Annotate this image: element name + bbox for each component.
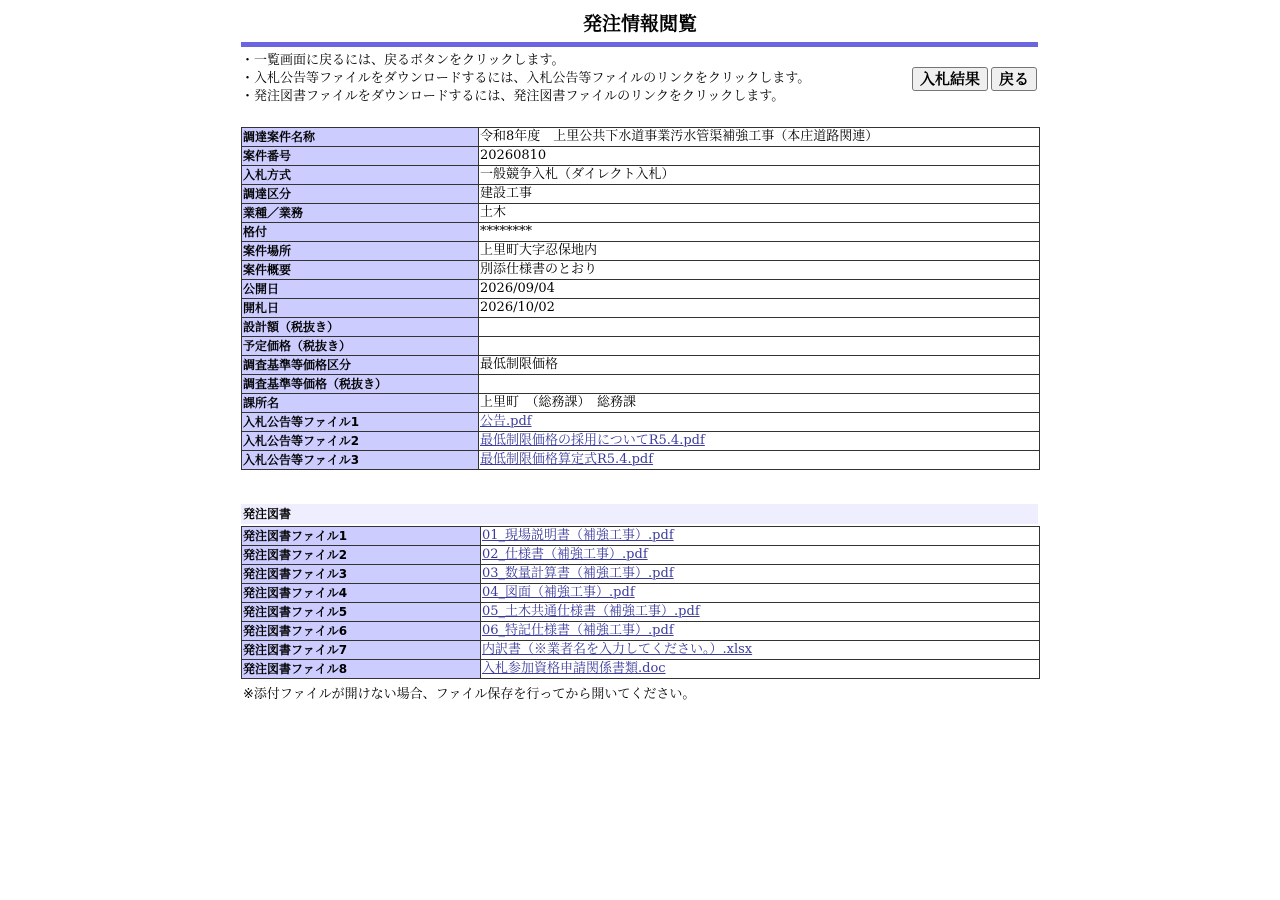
info-row (242, 166, 1040, 185)
document-label: 発注図書ファイル2 (242, 546, 481, 565)
info-row (242, 223, 1040, 242)
notice-file-link[interactable]: 最低制限価格の採用についてR5.4.pdf (480, 433, 705, 448)
document-file-link[interactable]: 入札参加資格申請関係書類.doc (482, 661, 666, 676)
document-label: 発注図書ファイル5 (242, 603, 481, 622)
info-value-cell (479, 299, 1040, 318)
document-label: 発注図書ファイル4 (242, 584, 481, 603)
document-label: 発注図書ファイル8 (242, 660, 481, 679)
info-row (242, 128, 1040, 147)
info-label: 設計額（税抜き） (242, 318, 479, 337)
info-value: 別添仕様書のとおり (480, 262, 598, 277)
info-row (242, 432, 1040, 451)
info-value-cell (479, 394, 1040, 413)
info-label: 入札公告等ファイル3 (242, 451, 479, 470)
info-label: 調査基準等価格区分 (242, 356, 479, 375)
document-value-cell (481, 546, 1040, 565)
info-row (242, 337, 1040, 356)
document-label: 発注図書ファイル6 (242, 622, 481, 641)
info-value-cell (479, 223, 1040, 242)
info-value-cell (479, 280, 1040, 299)
info-value-cell (479, 337, 1040, 356)
info-value: 2026/09/04 (480, 281, 555, 296)
document-file-link[interactable]: 内訳書（※業者名を入力してください。）.xlsx (482, 642, 753, 657)
attachment-note: ※添付ファイルが開けない場合、ファイル保存を行ってから開いてください。 (243, 687, 696, 702)
info-value: 土木 (480, 205, 507, 220)
document-value-cell (481, 565, 1040, 584)
document-file-link[interactable]: 02_仕様書（補強工事）.pdf (482, 547, 648, 562)
page-container (241, 0, 1039, 702)
info-row (242, 356, 1040, 375)
info-value: 令和8年度 上里公共下水道事業汚水管渠補強工事（本庄道路関連） (480, 129, 879, 144)
info-value-cell (479, 242, 1040, 261)
info-row (242, 147, 1040, 166)
document-row (242, 641, 1040, 660)
info-label: 調達案件名称 (242, 128, 479, 147)
info-row (242, 185, 1040, 204)
document-row (242, 603, 1040, 622)
info-value: 20260810 (480, 148, 547, 163)
info-value-cell (479, 375, 1040, 394)
info-label: 課所名 (242, 394, 479, 413)
info-row (242, 451, 1040, 470)
notice-file-link[interactable]: 最低制限価格算定式R5.4.pdf (480, 452, 654, 467)
page-title: 発注情報閲覧 (582, 13, 697, 35)
document-file-link[interactable]: 03_数量計算書（補強工事）.pdf (482, 566, 674, 581)
info-label: 業種／業務 (242, 204, 479, 223)
info-row (242, 280, 1040, 299)
document-label: 発注図書ファイル3 (242, 565, 481, 584)
document-files-table (241, 526, 1040, 679)
info-value: 建設工事 (480, 186, 533, 201)
instruction-line: ・一覧画面に戻るには、戻るボタンをクリックします。 (241, 53, 565, 68)
document-row (242, 622, 1040, 641)
info-value: 上里町 （総務課） 総務課 (480, 395, 637, 410)
info-label: 入札公告等ファイル1 (242, 413, 479, 432)
info-label: 入札方式 (242, 166, 479, 185)
document-file-link[interactable]: 01_現場説明書（補強工事）.pdf (482, 528, 674, 543)
info-label: 案件概要 (242, 261, 479, 280)
action-buttons (912, 67, 1037, 91)
info-label: 公開日 (242, 280, 479, 299)
info-value-cell (479, 147, 1040, 166)
info-value-cell (479, 356, 1040, 375)
order-info-table (241, 127, 1040, 470)
notice-file-link[interactable]: 公告.pdf (480, 414, 532, 429)
info-value-cell (479, 204, 1040, 223)
info-row (242, 299, 1040, 318)
document-file-link[interactable]: 06_特記仕様書（補強工事）.pdf (482, 623, 674, 638)
info-value-cell (479, 318, 1040, 337)
info-value: 最低制限価格 (480, 357, 559, 372)
info-label: 入札公告等ファイル2 (242, 432, 479, 451)
section-heading-documents: 発注図書 (241, 504, 1038, 524)
info-row (242, 261, 1040, 280)
document-value-cell (481, 527, 1040, 546)
document-row (242, 660, 1040, 679)
document-row (242, 527, 1040, 546)
instruction-line: ・入札公告等ファイルをダウンロードするには、入札公告等ファイルのリンクをクリックします。 (241, 71, 811, 86)
document-file-link[interactable]: 05_土木共通仕様書（補強工事）.pdf (482, 604, 700, 619)
document-label: 発注図書ファイル7 (242, 641, 481, 660)
info-value: 2026/10/02 (480, 300, 555, 315)
info-row (242, 318, 1040, 337)
info-label: 調査基準等価格（税抜き） (242, 375, 479, 394)
info-row (242, 375, 1040, 394)
info-value-cell (479, 451, 1040, 470)
document-row (242, 584, 1040, 603)
info-value-cell (479, 413, 1040, 432)
back-button[interactable]: 戻る (991, 67, 1037, 91)
info-value-cell (479, 432, 1040, 451)
info-row (242, 394, 1040, 413)
info-value-cell (479, 261, 1040, 280)
document-label: 発注図書ファイル1 (242, 527, 481, 546)
info-label: 予定価格（税抜き） (242, 337, 479, 356)
document-file-link[interactable]: 04_図面（補強工事）.pdf (482, 585, 635, 600)
document-value-cell (481, 622, 1040, 641)
document-value-cell (481, 641, 1040, 660)
info-label: 格付 (242, 223, 479, 242)
info-label: 調達区分 (242, 185, 479, 204)
info-value-cell (479, 166, 1040, 185)
info-label: 開札日 (242, 299, 479, 318)
info-row (242, 242, 1040, 261)
document-value-cell (481, 660, 1040, 679)
info-row (242, 413, 1040, 432)
document-row (242, 546, 1040, 565)
info-value-cell (479, 128, 1040, 147)
document-value-cell (481, 603, 1040, 622)
info-row (242, 204, 1040, 223)
instruction-line: ・発注図書ファイルをダウンロードするには、発注図書ファイルのリンクをクリックします。 (241, 89, 785, 104)
info-value: 一般競争入札（ダイレクト入札） (480, 167, 675, 182)
info-value: 上里町大字忍保地内 (480, 243, 598, 258)
bid-result-button[interactable]: 入札結果 (912, 67, 988, 91)
info-value: ******** (480, 224, 532, 239)
document-row (242, 565, 1040, 584)
info-label: 案件場所 (242, 242, 479, 261)
document-value-cell (481, 584, 1040, 603)
info-label: 案件番号 (242, 147, 479, 166)
info-value-cell (479, 185, 1040, 204)
instructions (241, 47, 1039, 117)
